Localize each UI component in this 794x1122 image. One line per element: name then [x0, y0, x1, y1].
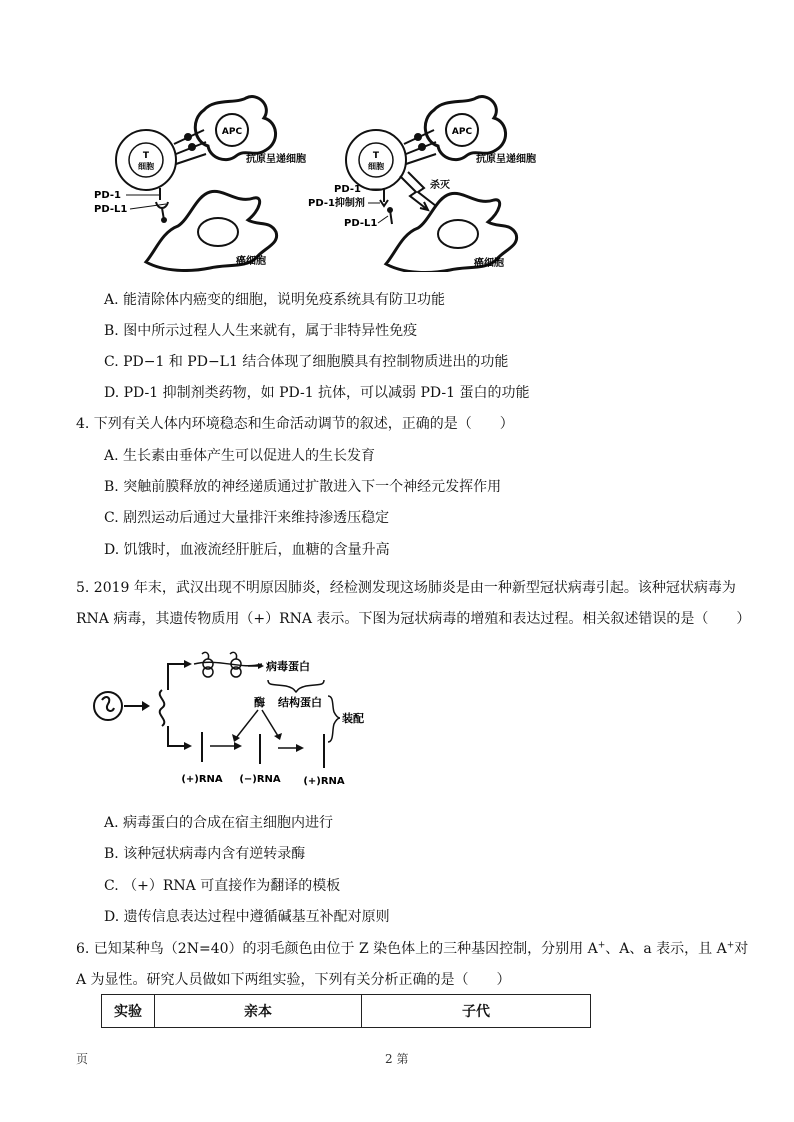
table-header-parents: 亲本: [155, 995, 362, 1028]
q6-line1-part-a: 6. 已知某种鸟（2N=40）的羽毛颜色由位于 Z 染色体上的三种基因控制，分别用 A: [76, 941, 598, 957]
right-cancer-nucleus: [438, 220, 478, 248]
genome-rna: [160, 690, 165, 726]
table-header-offspring: 子代: [362, 995, 591, 1028]
kill-arrow: [400, 176, 428, 210]
right-receptors: [404, 130, 436, 164]
right-apc-label: APC: [451, 127, 473, 137]
right-apc-caption: 抗原呈递细胞: [476, 154, 536, 165]
left-t-label: T: [142, 151, 150, 161]
q6-sup-1: +: [597, 940, 606, 951]
q6-line1-part-b: 、A、a 表示，且 A: [605, 941, 727, 957]
q6-sup-2: +: [726, 940, 735, 951]
table-header-experiment: 实验: [102, 995, 155, 1028]
left-panel: [94, 97, 306, 271]
q5-stem-line1: 5. 2019 年末，武汉出现不明原因肺炎，经检测发现这场肺炎是由一种新型冠状病毒引起。该种冠状病毒为: [76, 580, 736, 596]
q4-option-b: B. 突触前膜释放的神经递质通过扩散进入下一个神经元发挥作用: [104, 479, 502, 495]
q5-stem-line2: RNA 病毒，其遗传物质用（+）RNA 表示。下图为冠状病毒的增殖和表达过程。相关叙述错误的是（ ）: [76, 611, 751, 627]
right-t-label: T: [372, 151, 380, 161]
experiment-table: [101, 994, 591, 1028]
q5-option-d: D. 遗传信息表达过程中遵循碱基互补配对原则: [104, 909, 390, 925]
q6-stem-line1: [76, 939, 748, 959]
enzyme-label: 酶: [254, 696, 265, 709]
q3-option-c: C. PD−1 和 PD−L1 结合体现了细胞膜具有控制物质进出的功能: [104, 354, 509, 370]
structural-protein-label: 结构蛋白: [278, 696, 322, 709]
left-cancer-nucleus: [198, 218, 238, 246]
q5-option-b: B. 该种冠状病毒内含有逆转录酶: [104, 846, 306, 862]
q4-option-d: D. 饥饿时，血液流经肝脏后，血糖的含量升高: [104, 542, 390, 558]
right-panel: [308, 97, 536, 272]
table-header-row: [102, 995, 591, 1028]
q3-option-d: D. PD-1 抑制剂类药物，如 PD-1 抗体，可以减弱 PD-1 蛋白的功能: [104, 385, 530, 401]
q4-stem: 4. 下列有关人体内环境稳态和生命活动调节的叙述，正确的是（ ）: [76, 416, 514, 432]
right-pd1-label: PD-1: [334, 184, 361, 195]
right-pdl1-label: PD-L1: [344, 218, 378, 229]
footer-left: 页: [76, 1052, 89, 1066]
left-pd1-label: PD-1: [94, 190, 121, 201]
q4-option-a: A. 生长素由垂体产生可以促进人的生长发育: [104, 448, 376, 464]
right-inhibitor-label: PD-1抑制剂: [308, 198, 365, 209]
left-t-label-2: 细胞: [138, 162, 154, 171]
q5-option-c: C. （+）RNA 可直接作为翻译的模板: [104, 878, 341, 894]
q6-stem-line2: A 为显性。研究人员做如下两组实验，下列有关分析正确的是（ ）: [76, 972, 511, 988]
virus-figure: [90, 650, 390, 795]
q6-line1-part-c: 对: [734, 941, 749, 957]
q5-option-a: A. 病毒蛋白的合成在宿主细胞内进行: [104, 815, 334, 831]
left-apc-label: APC: [221, 127, 243, 137]
rna-minus-label: (−)RNA: [239, 774, 281, 785]
kill-label: 杀灭: [430, 180, 450, 191]
footer-page-number: 2 第: [385, 1052, 409, 1066]
q4-option-c: C. 剧烈运动后通过大量排汗来维持渗透压稳定: [104, 510, 390, 526]
immune-figure: [86, 92, 642, 272]
left-pdl1-label: PD-L1: [94, 204, 128, 215]
rna-plus-label-1: (+)RNA: [181, 774, 223, 785]
rna-plus-label-2: (+)RNA: [303, 776, 345, 787]
q3-option-b: B. 图中所示过程人人生来就有，属于非特异性免疫: [104, 323, 418, 339]
virus-protein-label: 病毒蛋白: [266, 660, 310, 673]
left-receptors: [174, 130, 206, 164]
q3-option-a: A. 能清除体内癌变的细胞，说明免疫系统具有防卫功能: [104, 292, 446, 308]
left-apc-caption: 抗原呈递细胞: [246, 154, 306, 165]
assembly-label: 装配: [342, 712, 364, 725]
right-t-label-2: 细胞: [368, 162, 384, 171]
right-cancer-label: 癌细胞: [474, 258, 504, 269]
left-cancer-label: 癌细胞: [236, 256, 266, 267]
